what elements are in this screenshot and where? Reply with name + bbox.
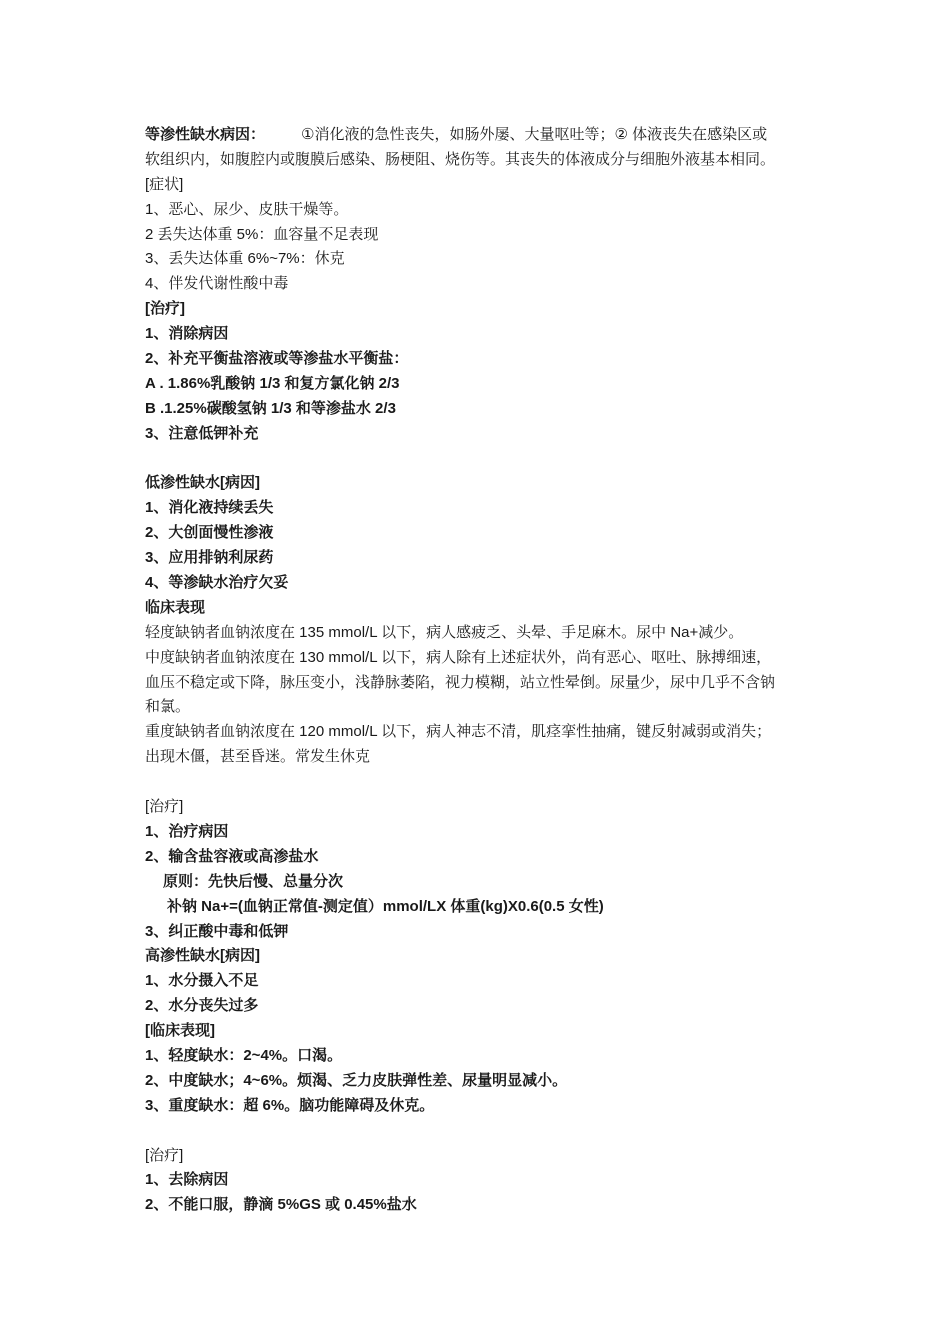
hypertonic-cause-item: 1、水分摄入不足: [145, 972, 259, 990]
isotonic-treatment-item: 3、注意低钾补充: [145, 424, 259, 442]
hypertonic-title: 高渗性缺水[病因]: [145, 947, 260, 965]
isotonic-title: 等渗性缺水病因：: [145, 126, 266, 143]
hypertonic-cause-item: 2、水分丧失过多: [145, 997, 259, 1015]
isotonic-treatment-item: 1、消除病因: [145, 325, 229, 343]
blank-line: [145, 1119, 835, 1144]
blank-line: [145, 447, 835, 472]
isotonic-treatment-heading: [治疗]: [145, 300, 185, 318]
hypotonic-title: 低渗性缺水[病因]: [145, 474, 260, 492]
hypertonic-treatment-item: 1、去除病因: [145, 1171, 229, 1189]
isotonic-symptom-item: 1、恶心、尿少、皮肤干燥等。: [145, 200, 349, 218]
hypotonic-clinical-line: 出现木僵，甚至昏迷。常发生休克: [145, 748, 371, 766]
isotonic-symptom-item: 4、伴发代谢性酸中毒: [145, 275, 289, 293]
hypertonic-treatment-heading: [治疗]: [145, 1146, 184, 1164]
hypertonic-clinical-heading: [临床表现]: [145, 1022, 215, 1040]
hypotonic-clinical-heading: 临床表现: [145, 598, 206, 616]
isotonic-treatment-item: B .1.25%碳酸氢钠 1/3 和等渗盐水 2/3: [145, 399, 396, 417]
hypotonic-treatment-item: 3、纠正酸中毒和低钾: [145, 922, 289, 940]
hypotonic-clinical-line: 和氯。: [145, 698, 191, 716]
hypotonic-cause-item: 3、应用排钠利尿药: [145, 549, 274, 567]
hypotonic-treatment-heading: [治疗]: [145, 798, 184, 816]
hypertonic-clinical-item: 2、中度缺水；4~6%。烦渴、乏力皮肤弹性差、尿量明显减小。: [145, 1071, 568, 1089]
hypotonic-treatment-item: 2、输含盐容液或高渗盐水: [145, 847, 319, 865]
hypertonic-clinical-item: 3、重度缺水：超 6%。脑功能障碍及休克。: [145, 1096, 435, 1114]
hypotonic-clinical-line: 中度缺钠者血钠浓度在 130 mmol/L 以下，病人除有上述症状外，尚有恶心、呕吐、脉搏细速，: [145, 648, 772, 666]
isotonic-treatment-item: A . 1.86%乳酸钠 1/3 和复方氯化钠 2/3: [145, 374, 400, 392]
hypertonic-clinical-item: 1、轻度缺水：2~4%。口渴。: [145, 1046, 343, 1064]
blank-line: [145, 770, 835, 795]
hypotonic-cause-item: 4、等渗缺水治疗欠妥: [145, 574, 289, 592]
isotonic-treatment-item: 2、补充平衡盐溶液或等渗盐水平衡盐：: [145, 350, 409, 368]
hypotonic-cause-item: 1、消化液持续丢失: [145, 499, 274, 517]
hypotonic-treatment-item: 1、治疗病因: [145, 822, 229, 840]
hypotonic-cause-item: 2、大创面慢性渗液: [145, 524, 274, 542]
isotonic-symptom-item: 2 丢失达体重 5%：血容量不足表现: [145, 225, 379, 243]
hypotonic-clinical-line: 重度缺钠者血钠浓度在 120 mmol/L 以下，病人神志不清，肌痉挛性抽痛，键反射减弱或消失；: [145, 723, 772, 741]
hypotonic-clinical-line: 轻度缺钠者血钠浓度在 135 mmol/L 以下，病人感疲乏、头晕、手足麻木。尿中 Na+减少。: [145, 623, 744, 641]
isotonic-cause-line-2: 软组织内，如腹腔内或腹膜后感染、肠梗阻、烧伤等。其丧失的体液成分与细胞外液基本相同。: [145, 150, 776, 168]
document-body: [145, 123, 835, 1218]
hypertonic-treatment-item: 2、不能口服，静滴 5%GS 或 0.45%盐水: [145, 1196, 417, 1214]
hypotonic-treatment-principle: 原则：先快后慢、总量分次: [163, 872, 344, 890]
isotonic-cause-line-1: [145, 123, 835, 148]
isotonic-symptom-item: 3、丢失达体重 6%~7%：休克: [145, 250, 345, 268]
hypotonic-clinical-line: 血压不稳定或下降，脉压变小，浅静脉萎陷，视力模糊，站立性晕倒。尿量少，尿中几乎不含钠: [145, 673, 776, 691]
isotonic-symptoms-heading: [症状]: [145, 175, 184, 193]
hypotonic-sodium-formula: 补钠 Na+=(血钠正常值-测定值）mmol/LX 体重(kg)X0.6(0.5 女性): [167, 897, 604, 915]
isotonic-cause-text-1: ①消化液的急性丧失，如肠外屡、大量呕吐等；② 体液丧失在感染区或: [301, 126, 768, 143]
